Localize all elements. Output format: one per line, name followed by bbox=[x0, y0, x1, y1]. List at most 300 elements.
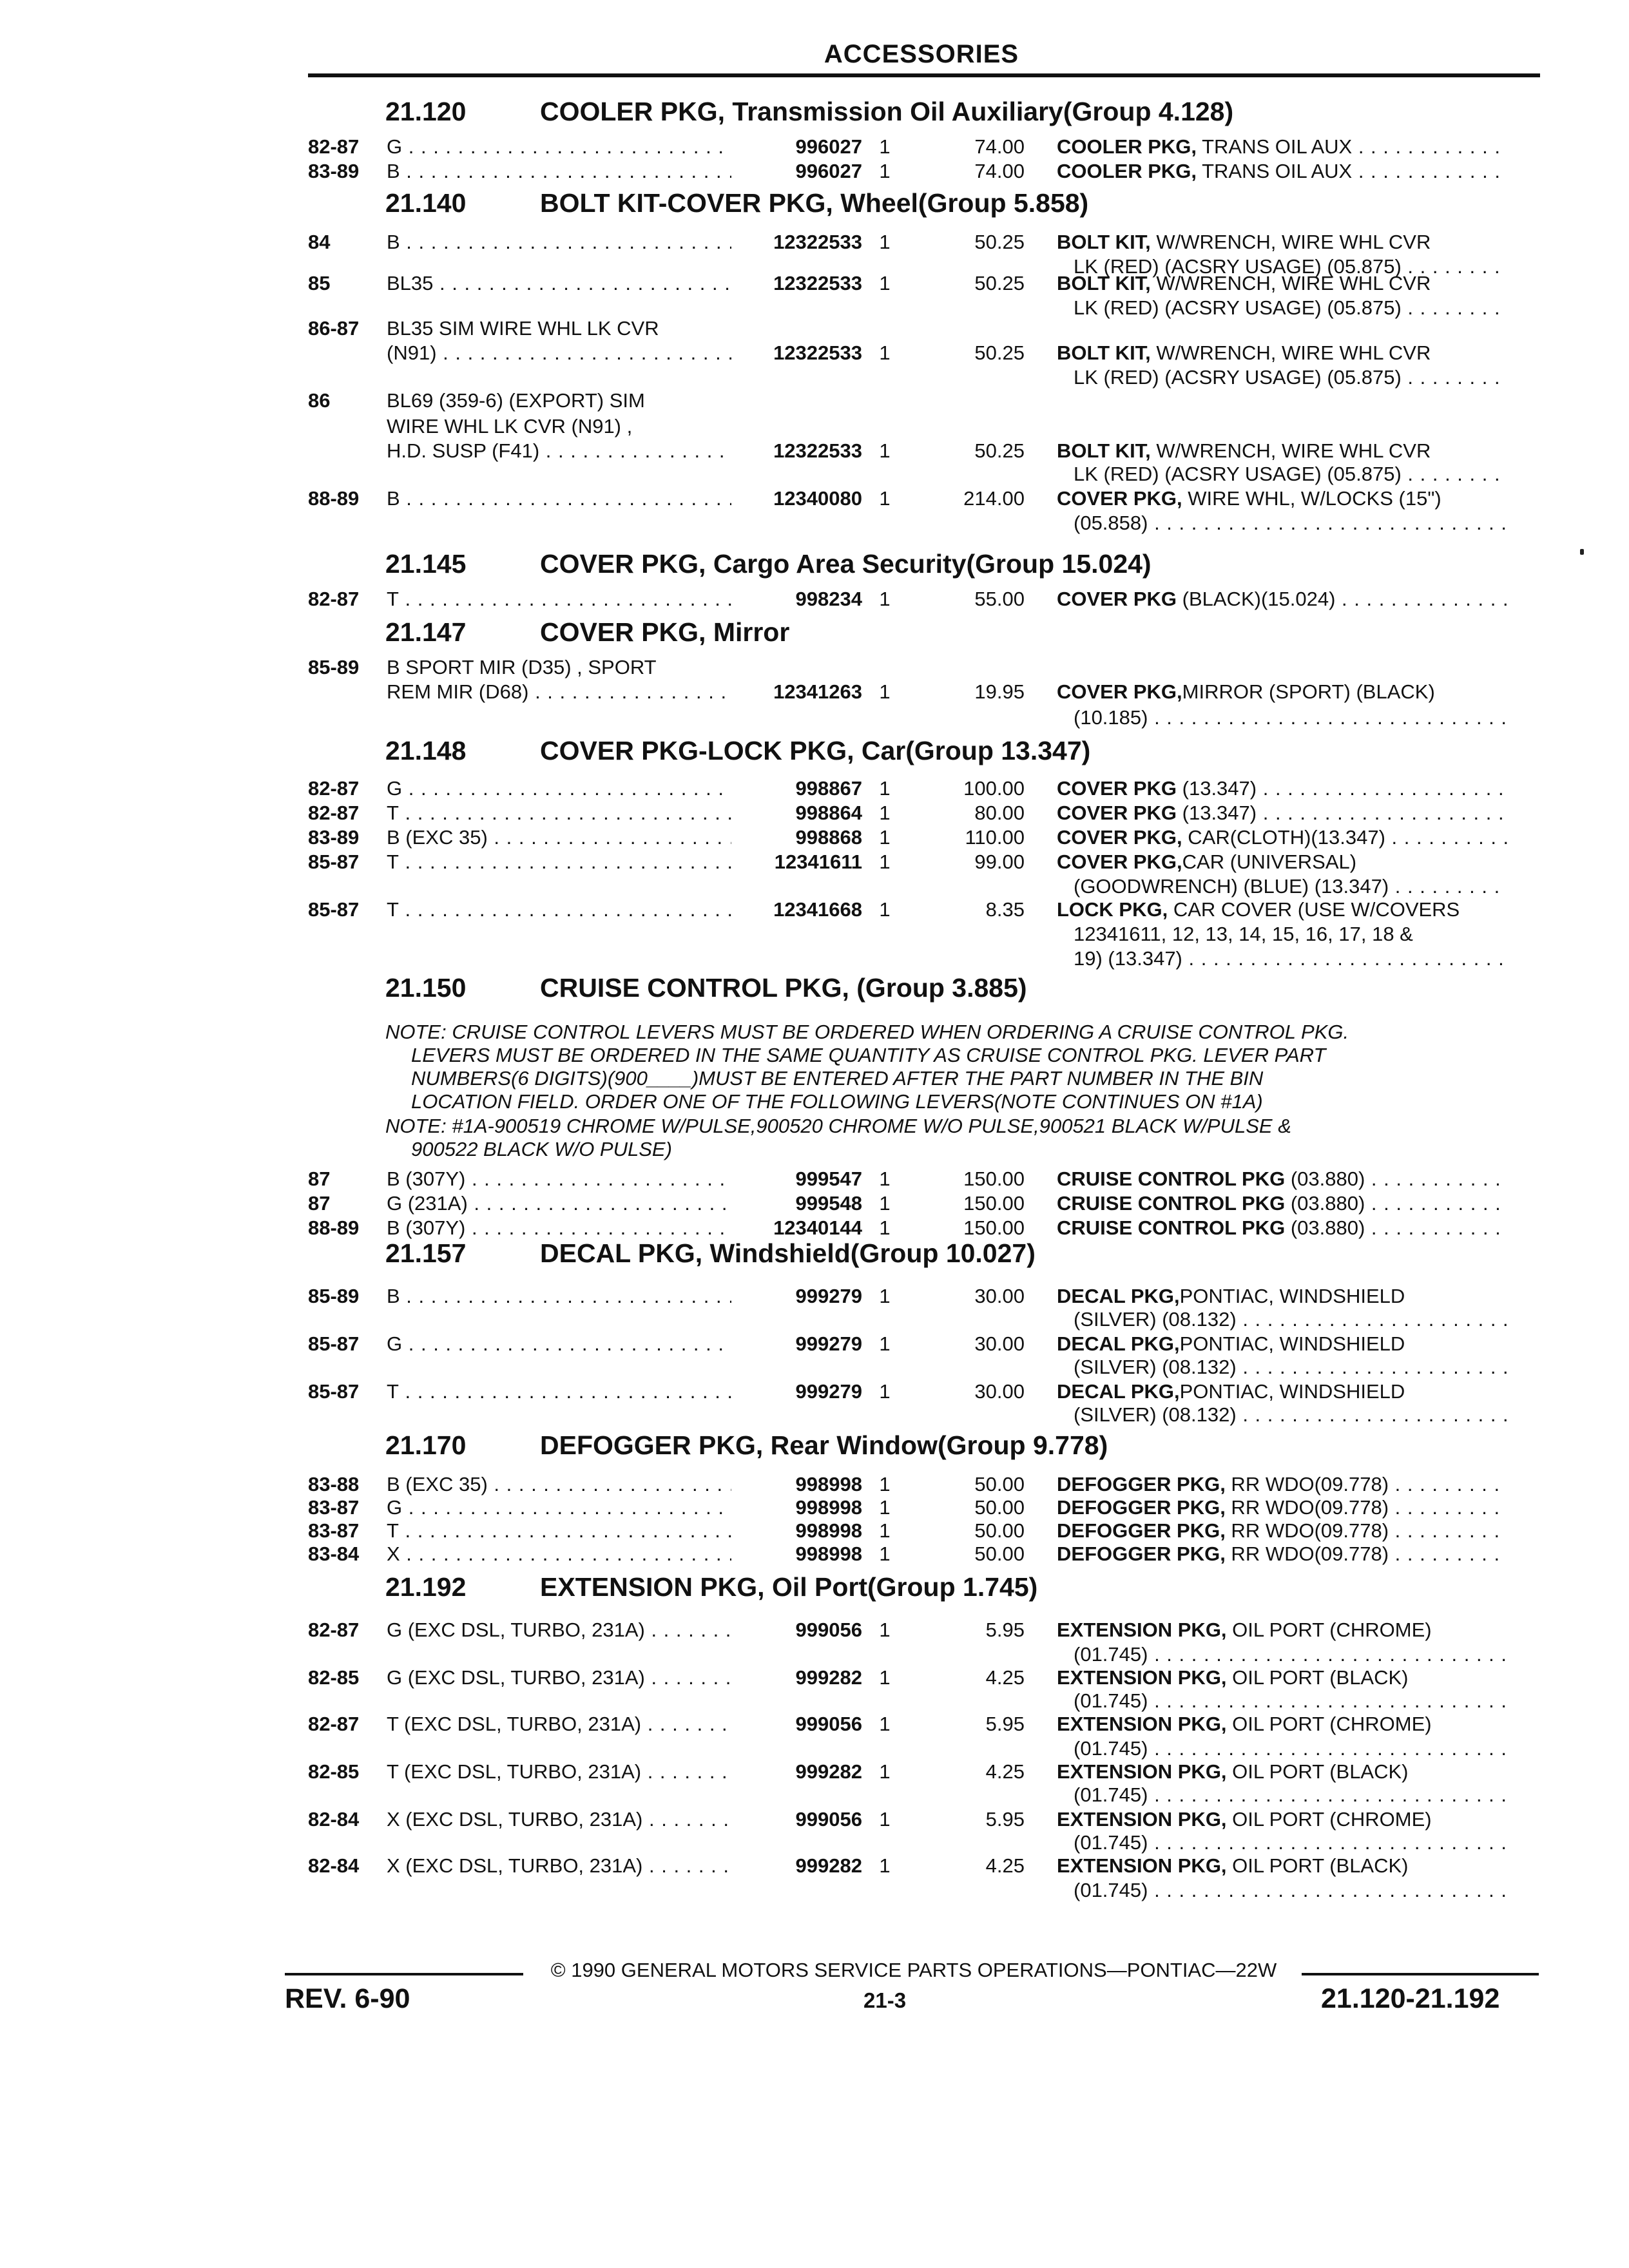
description-keyword: COVER PKG bbox=[1057, 802, 1177, 824]
model-year: 82-85 bbox=[308, 1666, 360, 1689]
part-line bbox=[308, 1666, 1540, 1689]
part-description bbox=[1074, 875, 1508, 898]
model-code: B (EXC 35) . . . bbox=[387, 826, 731, 849]
part-line bbox=[308, 389, 1540, 412]
part-line bbox=[308, 1168, 1540, 1191]
description-text: (SILVER) (08.132) bbox=[1074, 1308, 1237, 1331]
part-line bbox=[308, 1380, 1540, 1403]
quantity: 1 bbox=[879, 1285, 891, 1307]
description-keyword: COOLER PKG, bbox=[1057, 135, 1197, 158]
part-line bbox=[308, 1783, 1540, 1807]
part-line bbox=[308, 317, 1540, 340]
price: 110.00 bbox=[965, 826, 1025, 849]
description-text: W/WRENCH, WIRE WHL CVR bbox=[1150, 341, 1431, 364]
part-description bbox=[1074, 463, 1508, 486]
part-description bbox=[1074, 1308, 1508, 1331]
footer-revision: REV. 6-90 bbox=[285, 1983, 410, 2014]
quantity: 1 bbox=[879, 1713, 891, 1735]
model-code: T . . . bbox=[387, 1380, 731, 1403]
part-line bbox=[308, 898, 1540, 921]
description-keyword: COOLER PKG, bbox=[1057, 160, 1197, 182]
quantity: 1 bbox=[879, 1380, 891, 1403]
description-keyword: COVER PKG bbox=[1057, 588, 1177, 610]
section-number: 21.140 bbox=[385, 188, 467, 218]
description-text: (03.880) bbox=[1285, 1168, 1365, 1190]
description-keyword: BOLT KIT, bbox=[1057, 231, 1151, 253]
part-line bbox=[308, 135, 1540, 159]
model-code: B . . . bbox=[387, 1285, 731, 1308]
model-year: 82-87 bbox=[308, 588, 360, 610]
part-description bbox=[1057, 1519, 1508, 1542]
part-number: 998998 bbox=[795, 1473, 862, 1495]
description-text: (10.185) bbox=[1074, 706, 1148, 729]
model-year: 82-85 bbox=[308, 1760, 360, 1783]
section-number: 21.147 bbox=[385, 617, 467, 647]
model-code: X (EXC DSL, TURBO, 231A) . . . bbox=[387, 1854, 731, 1878]
footer-page-number: 21-3 bbox=[863, 1988, 907, 2012]
description-text: OIL PORT (BLACK) bbox=[1226, 1760, 1409, 1783]
model-code: B . . . bbox=[387, 160, 731, 183]
model-code: G (231A) . . . bbox=[387, 1192, 731, 1215]
part-line bbox=[308, 1831, 1540, 1854]
part-description bbox=[1057, 898, 1508, 921]
description-keyword: BOLT KIT, bbox=[1057, 272, 1151, 294]
description-text: (01.745) bbox=[1074, 1689, 1148, 1712]
section-number: 21.120 bbox=[385, 97, 467, 126]
description-text: LK (RED) (ACSRY USAGE) (05.875) bbox=[1074, 296, 1402, 319]
part-description bbox=[1057, 439, 1508, 463]
part-line bbox=[308, 1689, 1540, 1713]
price: 19.95 bbox=[974, 680, 1025, 703]
quantity: 1 bbox=[879, 777, 891, 800]
part-number: 999056 bbox=[795, 1808, 862, 1831]
description-text: TRANS OIL AUX bbox=[1197, 160, 1353, 182]
part-line bbox=[308, 1356, 1540, 1379]
model-code: X (EXC DSL, TURBO, 231A) . . . bbox=[387, 1808, 731, 1831]
model-year: 83-89 bbox=[308, 160, 360, 182]
price: 8.35 bbox=[985, 898, 1025, 921]
part-description bbox=[1074, 1356, 1508, 1379]
description-keyword: EXTENSION PKG, bbox=[1057, 1619, 1227, 1641]
section-number: 21.145 bbox=[385, 549, 467, 579]
model-code: B . . . bbox=[387, 487, 731, 510]
part-line bbox=[308, 1643, 1540, 1666]
section-number: 21.148 bbox=[385, 736, 467, 765]
part-line bbox=[308, 439, 1540, 463]
part-line bbox=[308, 1542, 1540, 1566]
price: 5.95 bbox=[985, 1808, 1025, 1831]
description-text: TRANS OIL AUX bbox=[1197, 135, 1353, 158]
part-description bbox=[1057, 1808, 1508, 1831]
quantity: 1 bbox=[879, 1332, 891, 1355]
part-description bbox=[1074, 1879, 1508, 1902]
part-description bbox=[1057, 1473, 1508, 1496]
description-keyword: DEFOGGER PKG, bbox=[1057, 1519, 1226, 1542]
description-keyword: EXTENSION PKG, bbox=[1057, 1808, 1227, 1831]
price: 5.95 bbox=[985, 1619, 1025, 1641]
part-line bbox=[308, 850, 1540, 874]
model-year: 82-87 bbox=[308, 802, 360, 824]
scan-speck bbox=[1580, 549, 1584, 555]
description-text: PONTIAC, WINDSHIELD bbox=[1179, 1285, 1405, 1307]
part-line bbox=[308, 1403, 1540, 1427]
model-year: 82-84 bbox=[308, 1854, 360, 1877]
model-year: 85-89 bbox=[308, 656, 360, 678]
description-text: OIL PORT (CHROME) bbox=[1226, 1619, 1432, 1641]
part-description bbox=[1057, 777, 1508, 800]
footer-rule-right bbox=[1302, 1973, 1539, 1975]
quantity: 1 bbox=[879, 1216, 891, 1239]
part-number: 12322533 bbox=[773, 439, 862, 462]
part-line bbox=[308, 512, 1540, 535]
price: 50.25 bbox=[974, 272, 1025, 294]
description-text: (01.745) bbox=[1074, 1879, 1148, 1901]
part-line bbox=[308, 1519, 1540, 1542]
part-line bbox=[308, 341, 1540, 365]
description-text: MIRROR (SPORT) (BLACK) bbox=[1182, 680, 1435, 703]
description-text: CAR COVER (USE W/COVERS bbox=[1168, 898, 1460, 921]
part-description bbox=[1057, 160, 1508, 183]
quantity: 1 bbox=[879, 826, 891, 849]
description-keyword: BOLT KIT, bbox=[1057, 341, 1151, 364]
price: 30.00 bbox=[974, 1285, 1025, 1307]
model-code: H.D. SUSP (F41) . . . bbox=[387, 439, 731, 463]
description-keyword: CRUISE CONTROL PKG bbox=[1057, 1192, 1286, 1215]
part-description bbox=[1057, 1760, 1508, 1783]
quantity: 1 bbox=[879, 802, 891, 824]
part-description bbox=[1057, 487, 1508, 510]
description-text: PONTIAC, WINDSHIELD bbox=[1179, 1380, 1405, 1403]
part-number: 996027 bbox=[795, 135, 862, 158]
description-keyword: CRUISE CONTROL PKG bbox=[1057, 1216, 1286, 1239]
description-keyword: COVER PKG, bbox=[1057, 850, 1182, 873]
description-text: PONTIAC, WINDSHIELD bbox=[1179, 1332, 1405, 1355]
part-description bbox=[1057, 1666, 1508, 1689]
part-line bbox=[308, 1737, 1540, 1760]
note-line: NOTE: CRUISE CONTROL LEVERS MUST BE ORDERED WHEN ORDERING A CRUISE CONTROL PKG. bbox=[385, 1021, 1349, 1043]
part-description bbox=[1057, 1854, 1508, 1878]
part-number: 999282 bbox=[795, 1854, 862, 1877]
quantity: 1 bbox=[879, 898, 891, 921]
description-text: CAR (UNIVERSAL) bbox=[1182, 850, 1357, 873]
part-number: 999056 bbox=[795, 1619, 862, 1641]
part-description bbox=[1057, 1713, 1508, 1736]
part-line bbox=[308, 706, 1540, 729]
description-text: CAR(CLOTH)(13.347) bbox=[1182, 826, 1385, 849]
model-year: 82-87 bbox=[308, 1619, 360, 1641]
model-year: 83-89 bbox=[308, 826, 360, 849]
part-number: 998234 bbox=[795, 588, 862, 610]
footer-section-range: 21.120-21.192 bbox=[1321, 1983, 1500, 2014]
note-line: NOTE: #1A-900519 CHROME W/PULSE,900520 CHROME W/O PULSE,900521 BLACK W/PULSE & bbox=[385, 1115, 1291, 1137]
part-line bbox=[308, 777, 1540, 800]
model-code: T . . . bbox=[387, 588, 731, 611]
note-line: LEVERS MUST BE ORDERED IN THE SAME QUANTITY AS CRUISE CONTROL PKG. LEVER PART bbox=[411, 1044, 1326, 1066]
model-code: G . . . bbox=[387, 1332, 731, 1356]
part-description bbox=[1057, 1192, 1508, 1215]
part-number: 12322533 bbox=[773, 272, 862, 294]
part-line bbox=[308, 1216, 1540, 1240]
model-year: 83-87 bbox=[308, 1519, 360, 1542]
note-line: LOCATION FIELD. ORDER ONE OF THE FOLLOWING LEVERS(NOTE CONTINUES ON #1A) bbox=[411, 1090, 1263, 1113]
model-code: G . . . bbox=[387, 777, 731, 800]
part-number: 998998 bbox=[795, 1542, 862, 1565]
part-description bbox=[1057, 588, 1508, 611]
part-description bbox=[1074, 1737, 1508, 1760]
part-line bbox=[308, 1879, 1540, 1902]
description-keyword: EXTENSION PKG, bbox=[1057, 1666, 1227, 1689]
part-number: 998998 bbox=[795, 1519, 862, 1542]
part-number: 998867 bbox=[795, 777, 862, 800]
model-code: B (EXC 35) . . . bbox=[387, 1473, 731, 1496]
part-line bbox=[308, 366, 1540, 389]
part-number: 12341668 bbox=[773, 898, 862, 921]
part-description bbox=[1057, 680, 1508, 704]
model-code: T . . . bbox=[387, 1519, 731, 1542]
model-code: BL35 . . . bbox=[387, 272, 731, 295]
price: 150.00 bbox=[963, 1168, 1025, 1190]
quantity: 1 bbox=[879, 487, 891, 510]
model-code: B (307Y) . . . bbox=[387, 1216, 731, 1240]
section-number: 21.170 bbox=[385, 1430, 467, 1460]
model-code: G . . . bbox=[387, 135, 731, 159]
part-description bbox=[1057, 135, 1508, 159]
quantity: 1 bbox=[879, 1519, 891, 1542]
model-code: G (EXC DSL, TURBO, 231A) . . . bbox=[387, 1666, 731, 1689]
model-code: G . . . bbox=[387, 1496, 731, 1519]
part-number: 12322533 bbox=[773, 231, 862, 253]
price: 55.00 bbox=[974, 588, 1025, 610]
price: 74.00 bbox=[974, 135, 1025, 158]
section-title: COVER PKG, Cargo Area Security(Group 15.024) bbox=[540, 549, 1152, 579]
quantity: 1 bbox=[879, 1619, 891, 1641]
part-description bbox=[1074, 366, 1508, 389]
model-year: 83-84 bbox=[308, 1542, 360, 1565]
price: 150.00 bbox=[963, 1192, 1025, 1215]
price: 4.25 bbox=[985, 1760, 1025, 1783]
part-line bbox=[308, 272, 1540, 295]
description-text: OIL PORT (CHROME) bbox=[1226, 1713, 1432, 1735]
part-number: 999279 bbox=[795, 1285, 862, 1307]
model-year: 87 bbox=[308, 1192, 331, 1215]
part-description bbox=[1057, 341, 1508, 365]
section-title: COOLER PKG, Transmission Oil Auxiliary(Group 4.128) bbox=[540, 97, 1234, 126]
price: 50.25 bbox=[974, 231, 1025, 253]
part-description bbox=[1074, 1689, 1508, 1713]
part-line bbox=[308, 1332, 1540, 1356]
part-description bbox=[1074, 1403, 1508, 1427]
part-line bbox=[308, 923, 1540, 946]
model-year: 85 bbox=[308, 272, 331, 294]
part-description bbox=[1057, 1496, 1508, 1519]
part-line bbox=[308, 826, 1540, 849]
part-line bbox=[308, 875, 1540, 898]
part-line bbox=[308, 231, 1540, 254]
quantity: 1 bbox=[879, 850, 891, 873]
price: 50.25 bbox=[974, 341, 1025, 364]
description-text: (SILVER) (08.132) bbox=[1074, 1403, 1237, 1426]
model-code: WIRE WHL LK CVR (N91) , bbox=[387, 415, 633, 437]
model-year: 82-87 bbox=[308, 1713, 360, 1735]
section-title: DEFOGGER PKG, Rear Window(Group 9.778) bbox=[540, 1430, 1108, 1460]
quantity: 1 bbox=[879, 135, 891, 158]
section-number: 21.192 bbox=[385, 1572, 467, 1602]
description-text: (13.347) bbox=[1177, 777, 1257, 800]
part-description bbox=[1074, 947, 1508, 970]
header-rule bbox=[308, 73, 1540, 77]
description-text: W/WRENCH, WIRE WHL CVR bbox=[1150, 439, 1431, 462]
model-year: 85-87 bbox=[308, 1332, 360, 1355]
model-code: B SPORT MIR (D35) , SPORT bbox=[387, 656, 657, 678]
model-year: 82-87 bbox=[308, 135, 360, 158]
model-code: BL35 SIM WIRE WHL LK CVR bbox=[387, 317, 659, 340]
description-text: (01.745) bbox=[1074, 1643, 1148, 1666]
price: 80.00 bbox=[974, 802, 1025, 824]
description-text: OIL PORT (BLACK) bbox=[1226, 1854, 1409, 1877]
description-text: RR WDO(09.778) bbox=[1225, 1542, 1389, 1565]
part-line bbox=[308, 487, 1540, 510]
price: 5.95 bbox=[985, 1713, 1025, 1735]
description-keyword: COVER PKG bbox=[1057, 777, 1177, 800]
part-description bbox=[1074, 296, 1508, 320]
part-line bbox=[308, 1619, 1540, 1642]
section-title: BOLT KIT-COVER PKG, Wheel(Group 5.858) bbox=[540, 188, 1089, 218]
model-code: BL69 (359-6) (EXPORT) SIM bbox=[387, 389, 645, 412]
part-description bbox=[1057, 272, 1508, 295]
part-line bbox=[308, 802, 1540, 825]
model-code: X . . . bbox=[387, 1542, 731, 1566]
part-line bbox=[308, 947, 1540, 970]
model-year: 82-87 bbox=[308, 777, 360, 800]
footer-rule-left bbox=[285, 1973, 523, 1975]
model-code: T (EXC DSL, TURBO, 231A) . . . bbox=[387, 1713, 731, 1736]
part-number: 12341611 bbox=[774, 850, 862, 873]
model-year: 85-89 bbox=[308, 1285, 360, 1307]
quantity: 1 bbox=[879, 439, 891, 462]
quantity: 1 bbox=[879, 588, 891, 610]
quantity: 1 bbox=[879, 1760, 891, 1783]
description-text: RR WDO(09.778) bbox=[1225, 1473, 1389, 1495]
description-text: OIL PORT (CHROME) bbox=[1226, 1808, 1432, 1831]
part-description bbox=[1074, 1783, 1508, 1807]
part-line bbox=[308, 1285, 1540, 1308]
description-text: (BLACK)(15.024) bbox=[1177, 588, 1336, 610]
part-description bbox=[1057, 802, 1508, 825]
section-title: DECAL PKG, Windshield(Group 10.027) bbox=[540, 1238, 1036, 1268]
model-code: T . . . bbox=[387, 898, 731, 921]
price: 50.00 bbox=[974, 1473, 1025, 1495]
part-description bbox=[1057, 231, 1508, 254]
price: 50.00 bbox=[974, 1519, 1025, 1542]
part-number: 996027 bbox=[795, 160, 862, 182]
price: 74.00 bbox=[974, 160, 1025, 182]
part-description bbox=[1057, 826, 1508, 849]
description-keyword: EXTENSION PKG, bbox=[1057, 1854, 1227, 1877]
description-keyword: BOLT KIT, bbox=[1057, 439, 1151, 462]
description-text: (01.745) bbox=[1074, 1783, 1148, 1806]
description-text: (05.858) bbox=[1074, 512, 1148, 534]
model-year: 83-87 bbox=[308, 1496, 360, 1519]
model-code: G (EXC DSL, TURBO, 231A) . . . bbox=[387, 1619, 731, 1642]
description-keyword: CRUISE CONTROL PKG bbox=[1057, 1168, 1286, 1190]
quantity: 1 bbox=[879, 160, 891, 182]
description-keyword: DECAL PKG, bbox=[1057, 1380, 1180, 1403]
model-code: T . . . bbox=[387, 802, 731, 825]
section-title: EXTENSION PKG, Oil Port(Group 1.745) bbox=[540, 1572, 1038, 1602]
part-line bbox=[308, 1713, 1540, 1736]
part-line bbox=[308, 1308, 1540, 1331]
note-line: 900522 BLACK W/O PULSE) bbox=[411, 1138, 672, 1160]
description-keyword: EXTENSION PKG, bbox=[1057, 1760, 1227, 1783]
quantity: 1 bbox=[879, 231, 891, 253]
description-text: RR WDO(09.778) bbox=[1225, 1519, 1389, 1542]
description-keyword: DEFOGGER PKG, bbox=[1057, 1542, 1226, 1565]
part-number: 998998 bbox=[795, 1496, 862, 1519]
description-keyword: DEFOGGER PKG, bbox=[1057, 1496, 1226, 1519]
price: 4.25 bbox=[985, 1666, 1025, 1689]
model-year: 88-89 bbox=[308, 487, 360, 510]
part-number: 12341263 bbox=[773, 680, 862, 703]
part-line bbox=[308, 1760, 1540, 1783]
part-description bbox=[1074, 923, 1508, 946]
model-year: 82-84 bbox=[308, 1808, 360, 1831]
description-text: 12341611, 12, 13, 14, 15, 16, 17, 18 & bbox=[1074, 923, 1413, 945]
section-number: 21.150 bbox=[385, 973, 467, 1003]
price: 30.00 bbox=[974, 1380, 1025, 1403]
note-line: NUMBERS(6 DIGITS)(900____)MUST BE ENTERED AFTER THE PART NUMBER IN THE BIN bbox=[411, 1067, 1264, 1090]
quantity: 1 bbox=[879, 1192, 891, 1215]
part-description bbox=[1057, 1216, 1508, 1240]
description-keyword: COVER PKG, bbox=[1057, 680, 1182, 703]
description-text: WIRE WHL, W/LOCKS (15") bbox=[1182, 487, 1441, 510]
description-text: (01.745) bbox=[1074, 1831, 1148, 1854]
part-line bbox=[308, 296, 1540, 320]
price: 100.00 bbox=[963, 777, 1025, 800]
price: 150.00 bbox=[963, 1216, 1025, 1239]
quantity: 1 bbox=[879, 1168, 891, 1190]
description-keyword: COVER PKG, bbox=[1057, 826, 1182, 849]
model-year: 85-87 bbox=[308, 1380, 360, 1403]
model-code: T . . . bbox=[387, 850, 731, 874]
price: 30.00 bbox=[974, 1332, 1025, 1355]
description-text: (GOODWRENCH) (BLUE) (13.347) bbox=[1074, 875, 1389, 898]
part-description bbox=[1057, 1380, 1508, 1403]
quantity: 1 bbox=[879, 1808, 891, 1831]
part-line bbox=[308, 1192, 1540, 1215]
model-year: 84 bbox=[308, 231, 331, 253]
price: 214.00 bbox=[963, 487, 1025, 510]
quantity: 1 bbox=[879, 1542, 891, 1565]
part-line bbox=[308, 680, 1540, 704]
part-line bbox=[308, 1808, 1540, 1831]
part-description bbox=[1074, 1643, 1508, 1666]
description-text: LK (RED) (ACSRY USAGE) (05.875) bbox=[1074, 255, 1402, 278]
quantity: 1 bbox=[879, 1496, 891, 1519]
model-code: REM MIR (D68) . . . bbox=[387, 680, 731, 704]
part-line bbox=[308, 656, 1540, 679]
model-year: 86 bbox=[308, 389, 331, 412]
part-number: 999056 bbox=[795, 1713, 862, 1735]
part-description bbox=[1057, 1285, 1508, 1308]
part-number: 12322533 bbox=[773, 341, 862, 364]
part-number: 999282 bbox=[795, 1666, 862, 1689]
model-year: 85-87 bbox=[308, 850, 360, 873]
description-keyword: DEFOGGER PKG, bbox=[1057, 1473, 1226, 1495]
description-keyword: DECAL PKG, bbox=[1057, 1332, 1180, 1355]
price: 50.25 bbox=[974, 439, 1025, 462]
model-year: 85-87 bbox=[308, 898, 360, 921]
part-number: 999547 bbox=[795, 1168, 862, 1190]
